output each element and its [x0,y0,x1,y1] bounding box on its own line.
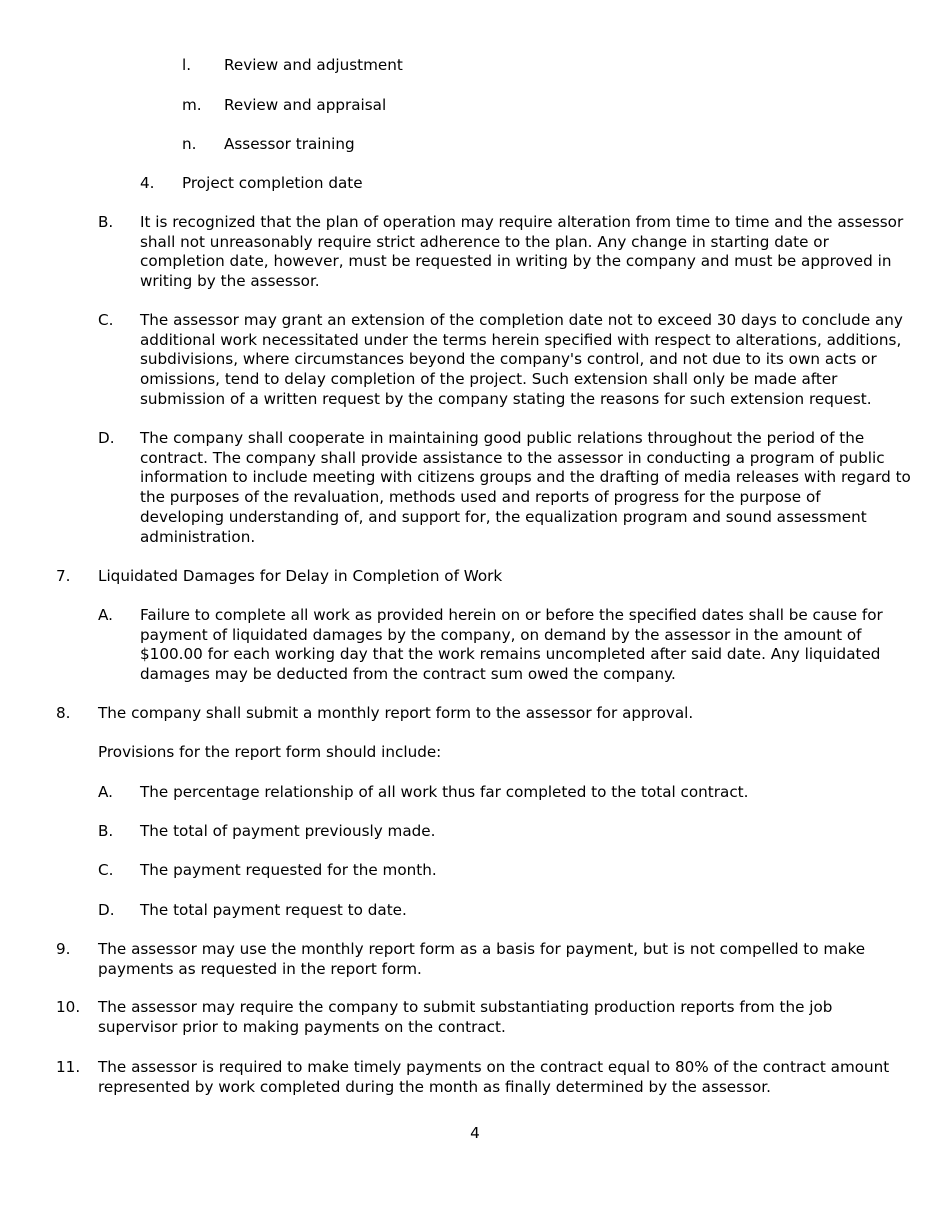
text-line: payment of liquidated damages by the company, on demand by the assessor in the amount of [140,625,862,644]
text-line: Failure to complete all work as provided herein on or before the specified dates shall be cause for [140,606,883,624]
item-text [140,606,910,685]
item-text: Review and appraisal [224,96,387,114]
item-text: The total payment request to date. [140,901,407,919]
provisions-intro [98,743,441,763]
item-text [98,1058,898,1097]
text-line: damages may be deducted from the contract sum owed the company. [140,665,676,684]
item-text: Project completion date [182,174,363,192]
item-text [98,940,898,979]
text-line: payments as requested in the report form. [98,959,422,978]
item-marker: C. [98,861,114,879]
item-text: The total of payment previously made. [140,822,436,840]
item-marker: 11. [56,1058,81,1076]
item-marker: A. [98,783,113,801]
text-line: subdivisions, where circumstances beyond the company's control, and not due to its own acts or [140,350,877,369]
item-text: Assessor training [224,135,355,153]
item-marker: l. [182,56,192,74]
item-marker: D. [98,429,115,447]
item-marker: m. [182,96,202,114]
item-marker: 7. [56,567,71,585]
item-marker: n. [182,135,197,153]
text-line: administration. [140,527,256,546]
item-text: The payment requested for the month. [140,861,437,879]
text-line: writing by the assessor. [140,272,320,291]
text-line: It is recognized that the plan of operation may require alteration from time to time and the assessor [140,213,904,231]
item-text [98,998,898,1037]
text-line: contract. The company shall provide assistance to the assessor in conducting a program of public [140,448,885,467]
text-line: The company shall cooperate in maintaining good public relations throughout the period of the [140,429,865,447]
text-line: completion date, however, must be requested in writing by the company and must be approved in [140,252,892,271]
item-marker: A. [98,606,113,624]
text-line: additional work necessitated under the terms herein specified with respect to alterations, additions, [140,330,902,349]
item-marker: B. [98,822,114,840]
item-marker: 10. [56,998,81,1016]
item-text [140,213,910,292]
item-text: Provisions for the report form should include: [98,743,442,761]
text-line: omissions, tend to delay completion of the project. Such extension shall only be made after [140,370,838,389]
text-line: The assessor may use the monthly report form as a basis for payment, but is not compelled to make [98,940,866,958]
item-text: Review and adjustment [224,56,403,74]
item-text: The percentage relationship of all work thus far completed to the total contract. [140,783,749,801]
text-line: supervisor prior to making payments on the contract. [98,1017,506,1036]
item-marker: C. [98,311,114,329]
item-marker: 8. [56,704,71,722]
text-line: $100.00 for each working day that the work remains uncompleted after said date. Any liquidated [140,645,881,664]
item-text: Liquidated Damages for Delay in Completion of Work [98,567,503,585]
text-line: The assessor may require the company to submit substantiating production reports from the job [98,998,833,1016]
item-text: The company shall submit a monthly report form to the assessor for approval. [98,704,694,722]
item-marker: B. [98,213,114,231]
text-line: The assessor may grant an extension of the completion date not to exceed 30 days to conclude any [140,311,903,329]
text-line: submission of a written request by the company stating the reasons for such extension request. [140,389,872,408]
text-line: information to include meeting with citizens groups and the drafting of media releases with regard to [140,468,911,487]
item-marker: 9. [56,940,71,958]
item-text [140,429,910,547]
text-line: the purposes of the revaluation, methods used and reports of progress for the purpose of [140,488,821,507]
item-marker: 4. [140,174,155,192]
page-number: 4 [470,1124,480,1142]
text-line: represented by work completed during the month as finally determined by the assessor. [98,1077,771,1096]
item-text [140,311,910,410]
text-line: shall not unreasonably require strict adherence to the plan. Any change in starting date or [140,232,829,251]
text-line: The assessor is required to make timely payments on the contract equal to 80% of the contract amount [98,1058,890,1076]
text-line: developing understanding of, and support for, the equalization program and sound assessment [140,507,867,526]
item-marker: D. [98,901,115,919]
